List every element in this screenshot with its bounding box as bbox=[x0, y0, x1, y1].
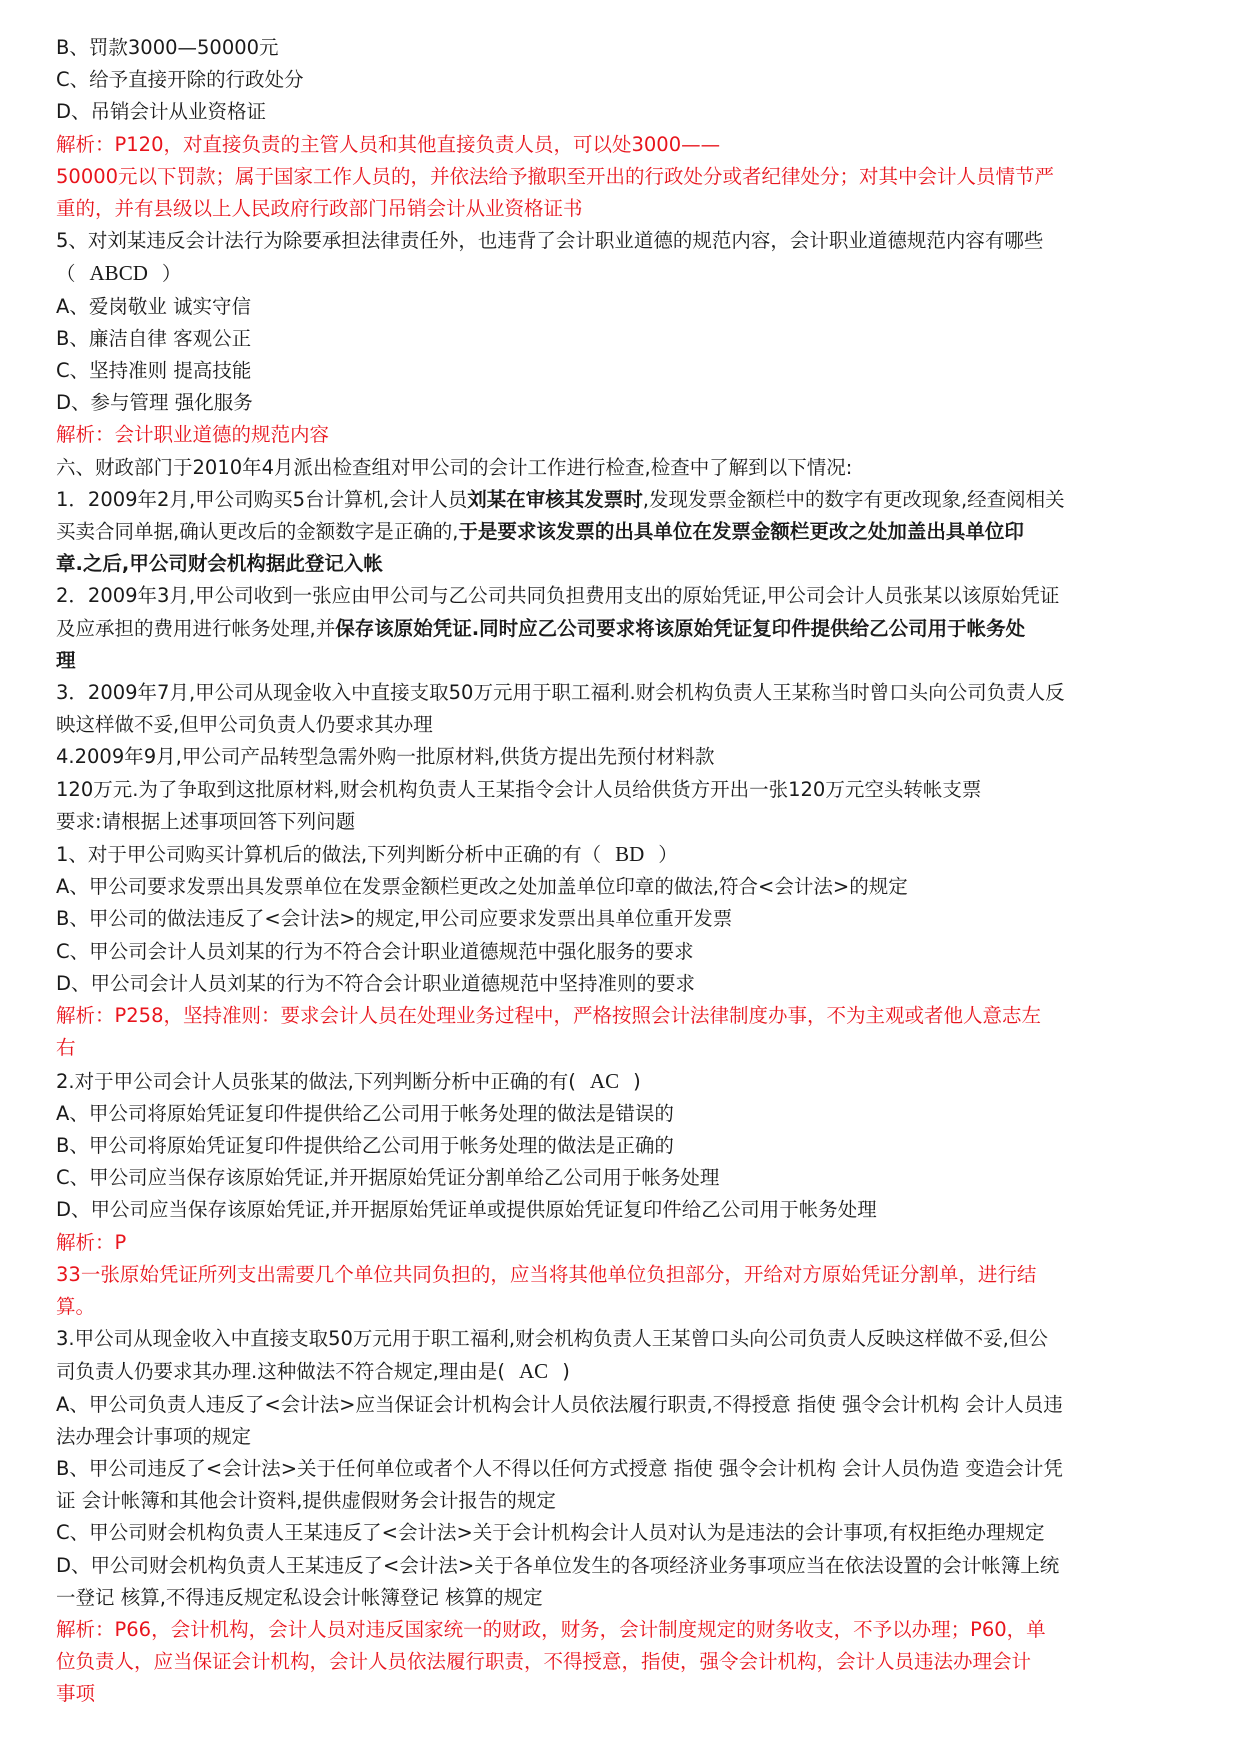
sq1-option-d: D、甲公司会计人员刘某的行为不符合会计职业道德规范中坚持准则的要求 bbox=[56, 971, 696, 995]
sq1-option-b: B、甲公司的做法违反了<会计法>的规定,甲公司应要求发票出具单位重开发票 bbox=[56, 907, 733, 931]
q5-option-b: B、廉洁自律 客观公正 bbox=[56, 326, 252, 350]
question-5-answer: （ ABCD ） bbox=[56, 261, 182, 286]
sq3-option-a-line-1: A、甲公司负责人违反了<会计法>应当保证会计机构会计人员依法履行职责,不得授意 指使 强令会计机构 会计人员违 bbox=[56, 1392, 1063, 1416]
case-4-line-2: 120万元.为了争取到这批原材料,财会机构负责人王某指令会计人员给供货方开出一张120万元空头转帐支票 bbox=[56, 777, 982, 801]
case-2-line-1: 2．2009年3月,甲公司收到一张应由甲公司与乙公司共同负担费用支出的原始凭证,甲公司会计人员张某以该原始凭证 bbox=[56, 584, 1060, 608]
sq1-analysis-line-1: 解析：P258，坚持准则：要求会计人员在处理业务过程中，严格按照会计法律制度办事，不为主观或者他人意志左 bbox=[56, 1004, 1041, 1028]
case-1-line-3: 章.之后,甲公司财会机构据此登记入帐 bbox=[56, 552, 383, 576]
q5-analysis: 解析：会计职业道德的规范内容 bbox=[56, 423, 330, 447]
analysis-p120-line-1: 解析：P120，对直接负责的主管人员和其他直接负责人员，可以处3000—— bbox=[56, 132, 721, 156]
answer-ac-2: AC bbox=[519, 1359, 549, 1384]
sq3-option-a-line-2: 法办理会计事项的规定 bbox=[56, 1424, 252, 1448]
sub-question-1: 1、对于甲公司购买计算机后的做法,下列判断分析中正确的有（ BD ） bbox=[56, 842, 678, 867]
sq3-option-b-line-1: B、甲公司违反了<会计法>关于任何单位或者个人不得以任何方式授意 指使 强令会计机构 会计人员伪造 变造会计凭 bbox=[56, 1456, 1063, 1480]
case-4-line-1: 4.2009年9月,甲公司产品转型急需外购一批原材料,供货方提出先预付材料款 bbox=[56, 745, 715, 769]
sq2-option-a: A、甲公司将原始凭证复印件提供给乙公司用于帐务处理的做法是错误的 bbox=[56, 1101, 674, 1125]
analysis-p120-line-3: 重的，并有县级以上人民政府行政部门吊销会计从业资格证书 bbox=[56, 197, 583, 221]
sq1-option-a: A、甲公司要求发票出具发票单位在发票金额栏更改之处加盖单位印章的做法,符合<会计法>的规定 bbox=[56, 875, 908, 899]
sq1-analysis-line-2: 右 bbox=[56, 1036, 76, 1060]
sq2-option-c: C、甲公司应当保存该原始凭证,并开据原始凭证分割单给乙公司用于帐务处理 bbox=[56, 1166, 720, 1190]
option-c-dismissal: C、给予直接开除的行政处分 bbox=[56, 68, 304, 92]
sub-question-3-line-1: 3.甲公司从现金收入中直接支取50万元用于职工福利,财会机构负责人王某曾口头向公司负责人反映这样做不妥,但公 bbox=[56, 1327, 1048, 1351]
q5-option-a: A、爱岗敬业 诚实守信 bbox=[56, 294, 252, 318]
sq2-analysis-line-1: 解析：P bbox=[56, 1230, 127, 1254]
case-1-line-1: 1．2009年2月,甲公司购买5台计算机,会计人员刘某在审核其发票时,发现发票金额栏中的数字有更改现象,经查阅相关 bbox=[56, 487, 1065, 511]
section-6-heading: 六、财政部门于2010年4月派出检查组对甲公司的会计工作进行检查,检查中了解到以下情况: bbox=[56, 455, 853, 479]
option-d-revoke: D、吊销会计从业资格证 bbox=[56, 100, 267, 124]
document-page bbox=[56, 32, 1186, 1711]
case-1-line-2: 买卖合同单据,确认更改后的金额数字是正确的,于是要求该发票的出具单位在发票金额栏更改之处加盖出具单位印 bbox=[56, 520, 1024, 544]
question-5-stem: 5、对刘某违反会计法行为除要承担法律责任外，也违背了会计职业道德的规范内容，会计职业道德规范内容有哪些 bbox=[56, 229, 1044, 253]
sq3-option-c: C、甲公司财会机构负责人王某违反了<会计法>关于会计机构会计人员对认为是违法的会计事项,有权拒绝办理规定 bbox=[56, 1521, 1045, 1545]
sq3-option-b-line-2: 证 会计帐簿和其他会计资料,提供虚假财务会计报告的规定 bbox=[56, 1489, 556, 1513]
sq1-option-c: C、甲公司会计人员刘某的行为不符合会计职业道德规范中强化服务的要求 bbox=[56, 939, 694, 963]
answer-ac: AC bbox=[589, 1068, 620, 1093]
sq2-analysis-line-2: 33一张原始凭证所列支出需要几个单位共同负担的，应当将其他单位负担部分，开给对方原始凭证分割单，进行结 bbox=[56, 1262, 1037, 1286]
option-b-fine: B、罚款3000—50000元 bbox=[56, 36, 279, 59]
sub-question-3-line-2: 司负责人仍要求其办理.这种做法不符合规定,理由是( AC ) bbox=[56, 1359, 570, 1384]
sub-question-2: 2.对于甲公司会计人员张某的做法,下列判断分析中正确的有( AC ) bbox=[56, 1068, 641, 1093]
sq3-analysis-line-2: 位负责人，应当保证会计机构，会计人员依法履行职责，不得授意，指使，强令会计机构，会计人员违法办理会计 bbox=[56, 1650, 1032, 1674]
sq2-analysis-line-3: 算。 bbox=[56, 1294, 96, 1318]
sq3-analysis-line-3: 事项 bbox=[56, 1682, 96, 1706]
requirement: 要求:请根据上述事项回答下列问题 bbox=[56, 809, 356, 833]
sq3-option-d-line-2: 一登记 核算,不得违反规定私设会计帐簿登记 核算的规定 bbox=[56, 1585, 543, 1609]
sq3-option-d-line-1: D、甲公司财会机构负责人王某违反了<会计法>关于各单位发生的各项经济业务事项应当在依法设置的会计帐簿上统 bbox=[56, 1553, 1060, 1577]
answer-abcd: ABCD bbox=[89, 261, 148, 286]
case-3-line-2: 映这样做不妥,但甲公司负责人仍要求其办理 bbox=[56, 713, 433, 737]
q5-option-c: C、坚持准则 提高技能 bbox=[56, 359, 252, 383]
case-3-line-1: 3．2009年7月,甲公司从现金收入中直接支取50万元用于职工福利.财会机构负责人王某称当时曾口头向公司负责人反 bbox=[56, 681, 1065, 705]
case-2-line-3: 理 bbox=[56, 648, 76, 672]
q5-option-d: D、参与管理 强化服务 bbox=[56, 391, 253, 415]
analysis-p120-line-2: 50000元以下罚款；属于国家工作人员的，并依法给予撤职至开出的行政处分或者纪律处分；对其中会计人员情节严 bbox=[56, 164, 1055, 188]
sq2-option-d: D、甲公司应当保存该原始凭证,并开据原始凭证单或提供原始凭证复印件给乙公司用于帐务处理 bbox=[56, 1198, 877, 1222]
sq2-option-b: B、甲公司将原始凭证复印件提供给乙公司用于帐务处理的做法是正确的 bbox=[56, 1133, 674, 1157]
answer-bd: BD bbox=[615, 842, 645, 867]
sq3-analysis-line-1: 解析：P66，会计机构，会计人员对违反国家统一的财政，财务，会计制度规定的财务收支，不予以办理；P60，单 bbox=[56, 1617, 1046, 1641]
case-2-line-2: 及应承担的费用进行帐务处理,并保存该原始凭证.同时应乙公司要求将该原始凭证复印件提供给乙公司用于帐务处 bbox=[56, 616, 1026, 640]
